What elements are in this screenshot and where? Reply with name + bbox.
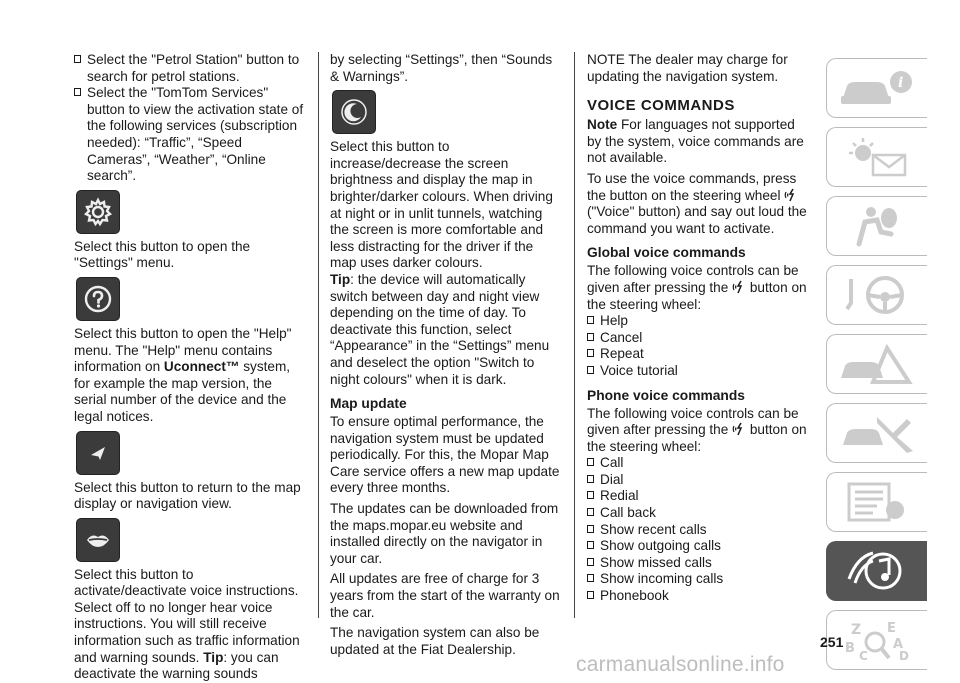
brightness-description: Select this button to increase/decrease the screen brightness and display the map in brighter/darker colours. When driving at night or in unlit tunnels, watching the screen is more comfortable and less distracting for the driver if the map uses darker colours. (330, 139, 553, 271)
intro-text-after: button on the steering wheel: (587, 422, 807, 454)
list-item: Phonebook (587, 588, 809, 605)
list-item: Show incoming calls (587, 571, 809, 588)
dealer-note: NOTE The dealer may charge for updating the navigation system. (587, 52, 788, 84)
voice-lips-icon (76, 518, 120, 562)
tab-technical-data[interactable] (826, 472, 927, 532)
list-item: Show outgoing calls (587, 538, 809, 555)
list-item: Show missed calls (587, 555, 809, 572)
bullet-tomtom-services: Select the "TomTom Services" button to view the activation state of the following services (subscription needed): “Traffic”, “Speed Cameras”, “Weather”, “Online search”. (74, 85, 306, 185)
car-info-icon (837, 66, 917, 110)
tab-emergency[interactable] (826, 334, 927, 394)
voice-button-icon (732, 280, 746, 294)
bullet-petrol-station: Select the "Petrol Station" button to search for petrol stations. (74, 52, 306, 85)
watermark: carmanualsonline.info (576, 653, 785, 676)
svg-text:B: B (845, 641, 855, 656)
list-item: Redial (587, 488, 809, 505)
help-icon (76, 277, 120, 321)
tab-multimedia[interactable] (826, 541, 927, 601)
svg-text:C: C (859, 649, 868, 662)
sounds-warnings-continuation: by selecting “Settings”, then “Sounds & Warnings”. (330, 52, 553, 84)
intro-text-before: The following voice controls can be given after pressing the (587, 263, 799, 295)
multimedia-icon (837, 549, 917, 593)
help-description (74, 326, 306, 426)
day-night-tip (330, 272, 562, 388)
maintenance-icon (837, 411, 917, 455)
steering-wheel-icon (837, 273, 917, 317)
phone-intro (587, 406, 809, 456)
svg-text:E: E (887, 621, 896, 636)
svg-text:Z: Z (851, 622, 862, 638)
column-divider (574, 52, 575, 618)
unsupported-languages-note (587, 117, 809, 167)
map-update-paragraph: All updates are free of charge for 3 years from the start of the warranty on the car. (330, 571, 560, 620)
note-label: Note (587, 117, 618, 133)
tip-text: : the device will automatically switch between day and night view depending on the time of day. To deactivate this function, select “Appearance” in the “Settings” menu and deselect the option "Switch to night colours" when it is dark. (330, 271, 550, 387)
voice-button-icon (784, 188, 798, 202)
list-item: Call (587, 455, 809, 472)
voice-instructions-description (74, 567, 306, 683)
map-update-paragraph: To ensure optimal performance, the navigation system must be updated periodically. For this, the Mopar Map Care service offers a new map update every three months. (330, 414, 560, 496)
technical-data-icon (837, 480, 917, 524)
tip-label: Tip (203, 649, 224, 665)
svg-text:D: D (899, 649, 909, 662)
emergency-icon (837, 342, 917, 386)
warning-lights-icon (837, 135, 917, 179)
list-item: Call back (587, 505, 809, 522)
tab-starting-driving[interactable] (826, 265, 927, 325)
index-icon (837, 618, 917, 662)
list-item: Voice tutorial (587, 363, 809, 380)
column-divider (318, 52, 319, 618)
map-update-paragraph: The navigation system can also be updated at the Fiat Dealership. (330, 625, 540, 657)
voice-tip-after: : you can deactivate the warning sounds (74, 649, 279, 682)
airbag-icon (837, 204, 917, 248)
tab-maintenance[interactable] (826, 403, 927, 463)
usage-text-before: To use the voice commands, press the button on the steering wheel (587, 170, 797, 203)
list-item: Help (587, 313, 809, 330)
voice-usage-paragraph (587, 171, 809, 237)
tab-car-info[interactable] (826, 58, 927, 118)
usage-text-after: ("Voice" button) and say out loud the command you want to activate. (587, 204, 807, 236)
list-item: Dial (587, 472, 809, 489)
voice-commands-heading: VOICE COMMANDS (587, 97, 735, 115)
return-description: Select this button to return to the map display or navigation view. (74, 479, 301, 512)
help-text-after: system, for example the map version, the serial number of the device and the legal notices. (74, 359, 291, 424)
help-text-before: Select this button to open the "Help" menu. The "Help" menu contains information on (74, 325, 292, 375)
intro-text-before: The following voice controls can be given after pressing the (587, 405, 799, 438)
column-middle (330, 52, 562, 658)
svg-text:A: A (893, 637, 904, 652)
moon-icon (332, 90, 376, 134)
column-left (74, 52, 306, 683)
global-voice-commands-heading: Global voice commands (587, 245, 746, 261)
voice-text-before: Select this button to activate/deactivate voice instructions. Select off to no longer hear voice instructions. You will still receive information such as traffic information and warning sounds. (74, 566, 300, 665)
navigation-arrow-icon (76, 431, 120, 475)
svg-text:i: i (898, 75, 904, 91)
list-item: Show recent calls (587, 522, 809, 539)
voice-button-icon (732, 422, 746, 436)
chapter-tabs (826, 58, 930, 679)
list-item: Repeat (587, 346, 809, 363)
column-right (587, 52, 809, 605)
brand-name: Uconnect™ (163, 359, 240, 375)
map-update-paragraph: The updates can be downloaded from the maps.mopar.eu website and installed directly on the navigator in your car. (330, 501, 559, 566)
note-text: For languages not supported by the system, voice commands are not available. (587, 117, 804, 166)
list-item: Cancel (587, 330, 809, 347)
gear-icon (76, 190, 120, 234)
page-number: 251 (820, 634, 844, 650)
tip-label: Tip (330, 271, 351, 287)
intro-text-after: button on the steering wheel: (587, 279, 807, 312)
tab-safety[interactable] (826, 196, 927, 256)
tab-lights-warnings[interactable] (826, 127, 927, 187)
phone-voice-commands-heading: Phone voice commands (587, 387, 745, 403)
map-update-heading: Map update (330, 396, 407, 412)
settings-description: Select this button to open the "Settings" menu. (74, 238, 251, 271)
global-intro (587, 263, 809, 313)
